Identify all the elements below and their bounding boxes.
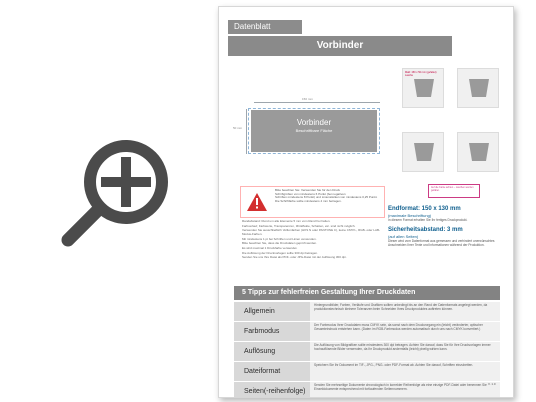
tip-row [234,322,500,341]
note-item: Bitte beachten Sie, dass die Druckdaten geprüft werden. [242,241,318,246]
end-format-subtitle: (maximale Beschriftung) [388,213,432,218]
note-item: Farbverlauf, Farbwerte, Transparenzen, 3D-Effekte, Schatten, etc. sind nicht möglich. [242,223,356,228]
shape-icon [466,73,492,105]
tip-label: Dateiformat [234,362,310,381]
dimension-line-height [246,109,247,154]
tip-label: Seiten(-reihenfolge) [234,382,310,398]
warning-line: Schriftgrößen von mindestens 6 Punkt (bei negativen [275,191,346,196]
note-item: Die Auflösung der Druckvorlagen sollte 300 dpi betragen. [242,250,318,255]
tip-text: Speichern Sie Ihr Dokument im TIF-, JPG-, PNG- oder PDF-Format ab. Achten Sie darauf, Schriften einzubetten. [310,362,500,381]
tip-label: Farbmodus [234,322,310,341]
tip-row [234,302,500,321]
shape-icon [466,137,492,169]
dimension-label-width: 150 mm [302,97,313,101]
note-item: Senden Sie uns Ihre Datei als PDF- oder JPG-Datei mit der Auflösung 300 dpi. [242,255,347,260]
warning-text [275,189,379,203]
tip-row [234,362,500,381]
warning-box [240,186,385,218]
fold-shape-4 [457,132,499,172]
dimension-label-height: 50 mm [233,126,243,130]
legend-note: Auf die Kante achten – Laschen werden gefaltet. [431,186,474,192]
vorbinder-preview [251,110,377,152]
legend-box [428,184,480,198]
note-item: Mit mindestens 1 pt bei Schriften und Linien verwenden. [242,236,317,241]
page-tab: Datenblatt [228,20,302,34]
shape-icon [411,137,437,169]
fold-shape-2 [457,68,499,108]
tips-table [234,302,500,398]
vorbinder-preview-subtitle: Beschriftbare Fläche [295,128,333,133]
warning-line: Die Schriftfarbe sollte mindestens 4 mm betragen. [275,198,342,203]
tip-row [234,382,500,398]
dimension-line-width [254,102,380,103]
tip-label: Auflösung [234,342,310,361]
tips-header: 5 Tipps zur fehlerfreien Gestaltung Ihrer Druckdaten [234,286,500,300]
zoom-in-icon [48,128,182,262]
safety-title: Sicherheitsabstand: 3 mm [388,226,463,233]
shape-icon [411,73,437,105]
safety-description: Dieser wird vom Datenformat aus gemessen und verhindert unerwünschtes Anschneiden Ihrer Texte und Informationen während der Produktion. [388,238,495,247]
datasheet-page [218,6,514,398]
page-number: V. 1.0 [488,382,496,386]
zoom-in-button[interactable] [48,128,182,262]
tip-text: Die Auflösung von Bildgrafiken sollte mindestens 300 dpi betragen. Achten Sie darauf, dass Sie für Ihre Druckvorlagen immer hochauflösende Bilder verwenden, da Ihr Druckprodukt andernfalls (leicht) pixelig wirken kann. [310,342,500,361]
tip-row [234,342,500,361]
tip-text: Der Farbmodus Ihrer Druckdaten muss CMYK sein, da sonst nach dem Druckvorgang ein (leicht) veränderter, optischer Gesamteindruck entstehen kann. (Daten im RGB-Farbmodus werden automatisch durch uns nach CMYK konvertiert.) [310,322,500,341]
note-item: Randabstand: Rund um alle Elemente 5 mm vom Rand frei halten. [242,219,331,223]
note-item: Es wird maximal 1 Druckfarbe verwendet. [242,245,298,250]
warning-icon [247,193,267,211]
tip-text: Hintergrundbilder, Farben, Verläufe und Grafiken sollten unbedingt bis an den Rand der Datenformats angelegt werden, da produktionstechnisch kleinere Toleranzen beim Schneiden Ihres Druckproduktes auftreten können. [310,302,500,321]
note-item: Verwenden Sie ausschließlich Volltonfarben (HKS N oder PANTONE C), keine CMYK-, RGB- oder LAB-Modus-Farben. [242,228,380,236]
notes-list [242,220,386,261]
fold-shape-caption: Maß: 150 x 50 mm (gefaltet) Lasche [405,71,437,77]
safety-subtitle: (auf allen Seiten) [388,233,419,239]
warning-line: Schriften mindestens 8 Punkt) und Linienstärken von mindestens 0,25 Punkt. [275,195,378,200]
format-info [388,206,496,248]
fold-shape-3 [402,132,444,172]
end-format-description: In diesem Format erhalten Sie Ihr fertiges Druckprodukt. [388,218,468,222]
warning-line: Bitte beachten Sie: Verwenden Sie für den Druck [275,188,341,192]
end-format-title: Endformat: 150 x 130 mm [388,206,461,212]
tip-label: Allgemein [234,302,310,321]
vorbinder-preview-title: Vorbinder [296,118,332,127]
page-title: Vorbinder [228,36,452,56]
tip-text: Senden Sie mehrseitige Dokumente chronologisch in korrekter Reihenfolge als eine einzige PDF-Datei oder benennen Sie Einzeldokumente entsprechend mit fortlaufenden Seitennummern. [310,382,500,398]
fold-shape-1 [402,68,444,108]
